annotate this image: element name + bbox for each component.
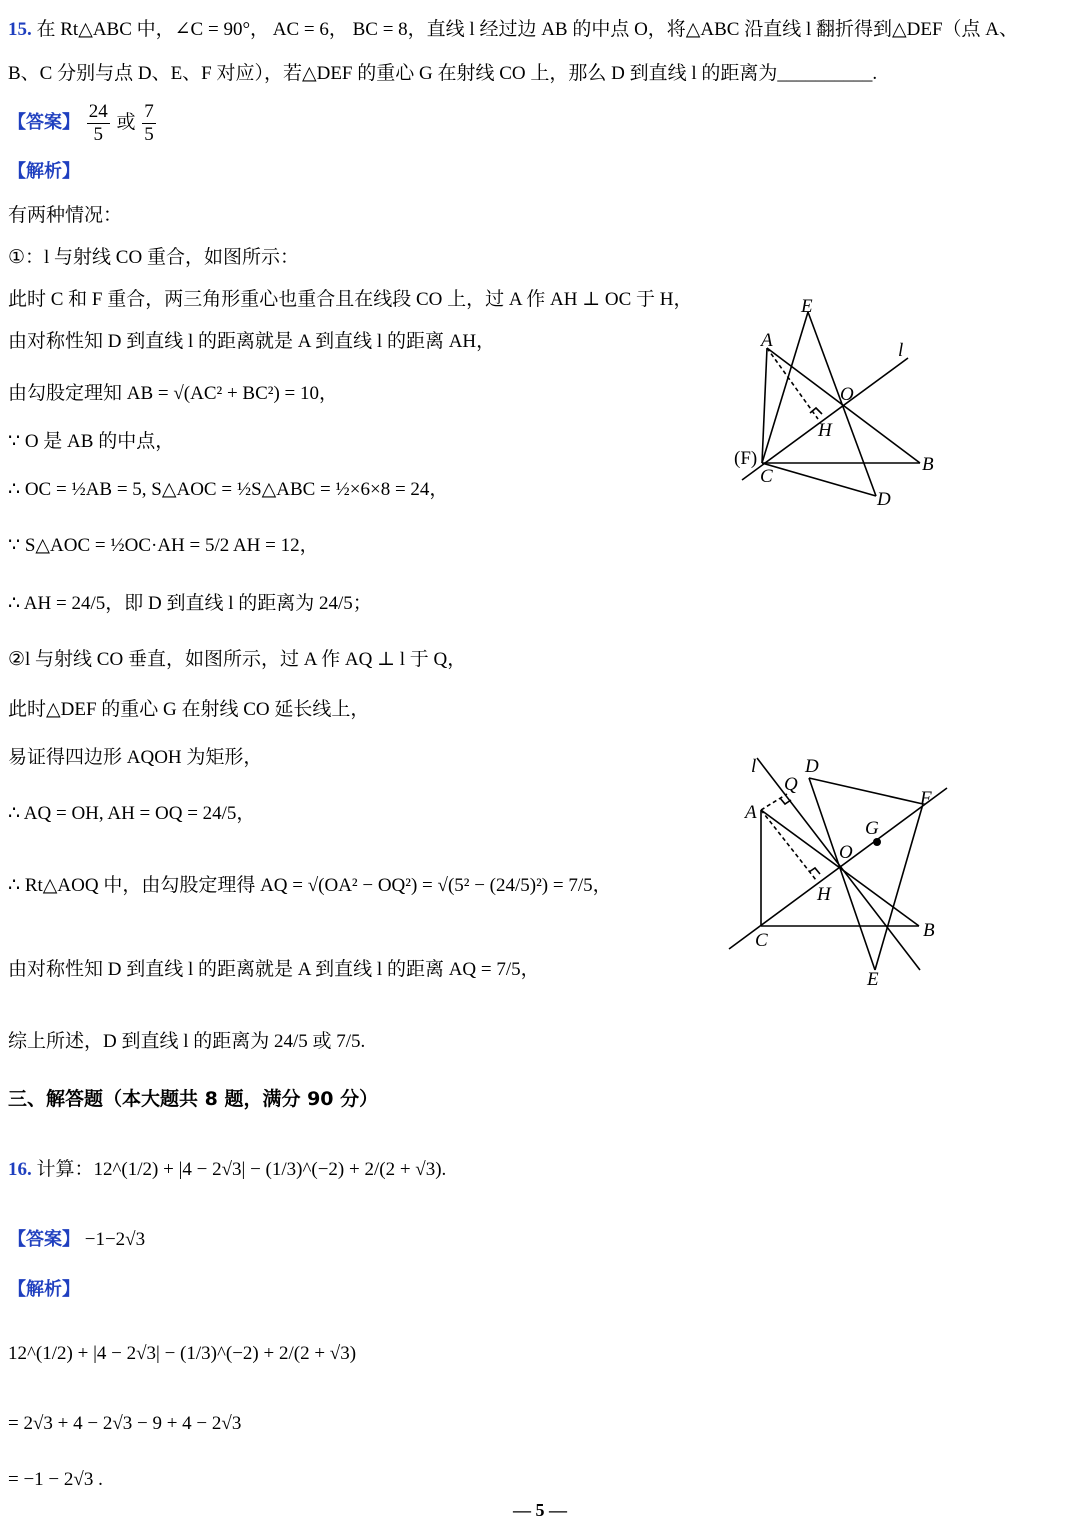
label-E: E (801, 296, 813, 317)
q15-solution-line: ∴ Rt△AOQ 中，由勾股定理得 AQ = √(OA² − OQ²) = √(5² − (24/5)²) = 7/5， (8, 875, 612, 896)
label-Q: Q (784, 774, 798, 795)
segment-AC (762, 348, 767, 463)
segment-FE (875, 804, 923, 970)
label-l: l (751, 756, 757, 777)
label-H: H (818, 420, 832, 441)
q15-solution-line: ∵ S△AOC = ½OC·AH = 5/2 AH = 12， (8, 535, 319, 556)
q15-solution-line: 有两种情况： (8, 205, 123, 226)
q15-solution-line: ∴ AH = 24/5，即 D 到直线 l 的距离为 24/5； (8, 593, 372, 614)
segment-FD (762, 463, 876, 496)
label-G: G (865, 818, 879, 839)
q15-solution-line: ①：l 与射线 CO 重合，如图所示： (8, 247, 299, 268)
segment-DF (809, 778, 923, 804)
answer-fraction-1: $\frac{24}{5}$ (88, 101, 108, 146)
q15-answer: 【答案】 $\frac{24}{5}$ 或 $\frac{7}{5}$ (8, 101, 154, 146)
label-A: A (761, 330, 773, 351)
q15-solution-line: ②l 与射线 CO 垂直，如图所示，过 A 作 AQ ⊥ l 于 Q， (8, 649, 467, 670)
q16-answer: 【答案】 −1−2√3 (8, 1229, 146, 1250)
q15-analysis-label: 【解析】 (8, 161, 80, 182)
label-E: E (867, 969, 879, 990)
q15-solution-line: 由勾股定理知 AB = √(AC² + BC²) = 10， (8, 383, 339, 404)
q15-solution-line: 此时△DEF 的重心 G 在射线 CO 延长线上， (8, 699, 370, 720)
q15-solution-line: ∵ O 是 AB 的中点， (8, 431, 175, 452)
label-F: (F) (734, 448, 758, 469)
segment-DE (809, 778, 875, 970)
answer-fraction-2: $\frac{7}{5}$ (144, 101, 154, 146)
q15-stem-line2: B、C 分别与点 D、E、F 对应），若△DEF 的重心 G 在射线 CO 上，那么 D 到直线 l 的距离为__________. (8, 63, 878, 84)
q15-solution-line: 由对称性知 D 到直线 l 的距离就是 A 到直线 l 的距离 AH， (8, 331, 496, 352)
q15-solution-line: 综上所述，D 到直线 l 的距离为 24/5 或 7/5. (8, 1031, 366, 1052)
label-C: C (755, 930, 768, 951)
q16-stem: 16. 计算：12^(1/2) + |4 − 2√3| − (1/3)^(−2) + 2/(2 + √3). (8, 1159, 447, 1180)
q15-solution-line: 此时 C 和 F 重合，两三角形重心也重合且在线段 CO 上，过 A 作 AH ⊥ OC 于 H， (8, 289, 693, 310)
q15-number: 15. (8, 19, 32, 40)
page-number: — 5 — (513, 1500, 567, 1520)
q16-number: 16. (8, 1159, 32, 1180)
q15-solution-line: ∴ OC = ½AB = 5, S△AOC = ½S△ABC = ½×6×8 = 24， (8, 479, 449, 500)
label-l: l (898, 340, 904, 361)
q16-solution-line: = 2√3 + 4 − 2√3 − 9 + 4 − 2√3 (8, 1413, 242, 1434)
line-l (742, 358, 908, 480)
label-B: B (922, 454, 934, 475)
label-O: O (840, 384, 854, 405)
q15-stem-text1: 在 Rt△ABC 中，∠C = 90°， AC = 6， BC = 8，直线 l 经过边 AB 的中点 O，将△ABC 沿直线 l 翻折得到△DEF（点 A、 (36, 19, 1018, 40)
q15-solution-line: 由对称性知 D 到直线 l 的距离就是 A 到直线 l 的距离 AQ = 7/5， (8, 959, 540, 980)
q15-stem-line1 (8, 16, 1018, 44)
label-F: F (920, 788, 932, 809)
label-D: D (877, 489, 891, 510)
q16-analysis-label: 【解析】 (8, 1279, 80, 1300)
label-H: H (817, 884, 831, 905)
label-D: D (805, 756, 819, 777)
label-O: O (839, 842, 853, 863)
label-B: B (923, 920, 935, 941)
q16-solution-line: 12^(1/2) + |4 − 2√3| − (1/3)^(−2) + 2/(2 + √3) (8, 1343, 357, 1364)
label-C: C (760, 466, 773, 487)
label-A: A (745, 802, 757, 823)
q15-solution-line: 易证得四边形 AQOH 为矩形， (8, 747, 263, 768)
section-heading: 三、解答题（本大题共 8 题，满分 90 分） (8, 1088, 379, 1110)
answer-label: 【答案】 (8, 112, 80, 133)
q15-solution-line: ∴ AQ = OH, AH = OQ = 24/5， (8, 803, 256, 824)
point-G (873, 838, 881, 846)
q16-solution-line: = −1 − 2√3 . (8, 1469, 103, 1490)
figure-case1-diagram (730, 290, 940, 515)
right-angle-mark (810, 408, 822, 414)
figure-case2-diagram (725, 752, 955, 992)
segment-AH (767, 348, 818, 419)
